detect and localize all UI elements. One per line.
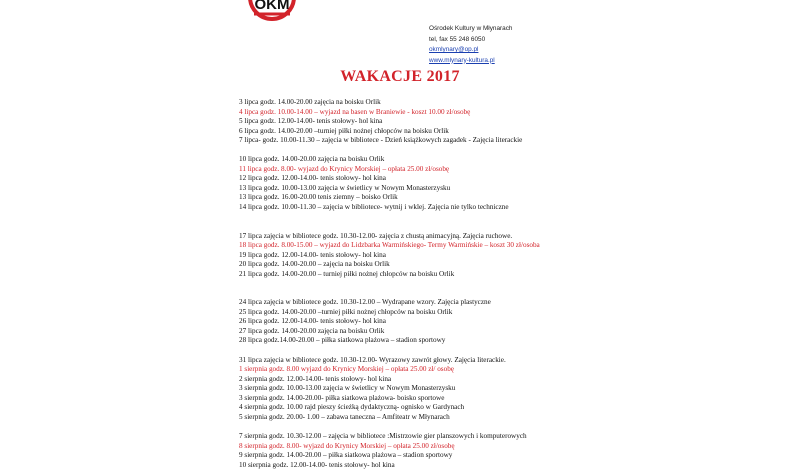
group-spacer	[239, 213, 659, 232]
schedule-list	[239, 98, 659, 470]
schedule-entry: 25 lipca godz. 14.00-20.00 –turniej piłki nożnej chłopców na boisku Orlik	[239, 307, 453, 316]
schedule-entry: 6 lipca godz. 14.00-20.00 –turniej piłki nożnej chłopców na boisku Orlik	[239, 126, 449, 135]
schedule-entry: 9 sierpnia godz. 14.00-20.00 – piłka siatkowa plażowa – stadion sportowy	[239, 451, 453, 460]
org-name: Ośrodek Kultury w Młynarach	[429, 25, 513, 32]
schedule-entry: 3 sierpnia godz. 10.00-13.00 zajęcia w świetlicy w Nowym Monasterzysku	[239, 384, 456, 393]
schedule-entry-trip: 18 lipca godz. 8.00-15.00 – wyjazd do Lidzbarka Warmińskiego- Termy Warmińskie – koszt 30 zł/osoba	[239, 241, 540, 250]
email-link[interactable]: okmlynary@op.pl	[429, 46, 479, 53]
schedule-entry: 19 lipca godz. 12.00-14.00- tenis stołowy- hol kina	[239, 250, 386, 259]
schedule-entry-trip: 11 lipca godz. 8.00- wyjazd do Krynicy Morskiej – opłata 25.00 zł/osobę	[239, 164, 450, 173]
schedule-entry: 31 lipca zajęcia w bibliotece godz. 10.30-12.00- Wyrazowy zawrót głowy. Zajęcia literackie.	[239, 355, 506, 364]
schedule-entry: 27 lipca godz. 14.00-20.00 zajęcia na boisku Orlik	[239, 326, 385, 335]
schedule-entry-trip: 4 lipca godz. 10.00-14.00 – wyjazd na basen w Braniewie - koszt 10.00 zł/osobę	[239, 107, 471, 116]
group-spacer	[239, 346, 659, 356]
schedule-entry: 4 sierpnia godz. 10.00 rajd pieszy ścieżką dydaktyczną- ognisko w Gardynach	[239, 403, 465, 412]
schedule-entry: 3 lipca godz. 14.00-20.00 zajęcia na boisku Orlik	[239, 98, 381, 106]
schedule-entry: 12 lipca godz. 12.00-14.00- tenis stołowy- hol kina	[239, 174, 386, 183]
schedule-entry: 13 lipca godz. 16.00-20.00 tenis ziemny – boisko Orlik	[239, 193, 398, 202]
schedule-entry: 24 lipca zajęcia w bibliotece godz. 10.30-12.00 – Wydrapane wzory. Zajęcia plastyczne	[239, 298, 491, 307]
schedule-entry: 10 sierpnia godz. 12.00-14.00- tenis stołowy- hol kina	[239, 460, 395, 469]
contact-block	[429, 24, 512, 66]
group-spacer	[239, 146, 659, 156]
okm-logo	[240, 0, 304, 22]
schedule-entry: 7 sierpnia godz. 10.30-12.00 – zajęcia w bibliotece :Mistrzowie gier planszowych i komputerowych	[239, 431, 527, 440]
schedule-entry: 14 lipca godz. 10.00-11.30 – zajęcia w bibliotece- wytnij i wklej. Zajęcia nie tylko techniczne	[239, 203, 509, 212]
schedule-entry: 28 lipca godz.14.00-20.00 – piłka siatkowa plażowa – stadion sportowy	[239, 336, 446, 345]
website-link[interactable]: www.mlynary-kultura.pl	[429, 56, 495, 64]
schedule-entry: 5 lipca godz. 12.00-14.00- tenis stołowy- hol kina	[239, 117, 383, 126]
schedule-entry: 21 lipca godz. 14.00-20.00 – turniej piłki nożnej chłopców na boisku Orlik	[239, 269, 455, 278]
schedule-entry: 17 lipca zajęcia w bibliotece godz. 10.30-12.00- zajęcia z chustą animacyjną. Zajęcia ruchowe.	[239, 231, 513, 240]
schedule-entry: 10 lipca godz. 14.00-20.00 zajęcia na boisku Orlik	[239, 155, 385, 164]
logo-lettering: OKM	[254, 0, 290, 13]
schedule-entry: 3 sierpnia godz. 14.00-20.00- piłka siatkowa plażowa- boisko sportowe	[239, 393, 445, 402]
schedule-entry-trip: 1 sierpnia godz. 8.00 wyjazd do Krynicy Morskiej – opłata 25.00 zł/ osobę	[239, 365, 454, 374]
schedule-entry: 20 lipca godz. 14.00-20.00 – zajęcia na boisku Orlik	[239, 260, 390, 269]
page-title: WAKACJE 2017	[340, 68, 460, 85]
group-spacer	[239, 279, 659, 298]
schedule-entry: 26 lipca godz. 12.00-14.00- tenis stołowy- hol kina	[239, 317, 386, 326]
schedule-entry: 7 lipca- godz. 10.00-11.30 – zajęcia w bibliotece - Dzień książkowych zagadek - Zajęcia literackie	[239, 136, 523, 145]
schedule-entry: 2 sierpnia godz. 12.00-14.00- tenis stołowy- hol kina	[239, 374, 392, 383]
group-spacer	[239, 422, 659, 432]
phone-line: tel, fax 55 248 6050	[429, 35, 486, 43]
schedule-entry: 13 lipca godz. 10.00-13.00 zajęcia w świetlicy w Nowym Monasterzysku	[239, 183, 451, 192]
schedule-entry: 5 sierpnia godz. 20.00- 1.00 – zabawa taneczna – Amfiteatr w Młynarach	[239, 412, 450, 421]
schedule-entry-trip: 8 sierpnia godz. 8.00- wyjazd do Krynicy Morskiej – opłata 25.00 zł/osobę	[239, 441, 455, 450]
